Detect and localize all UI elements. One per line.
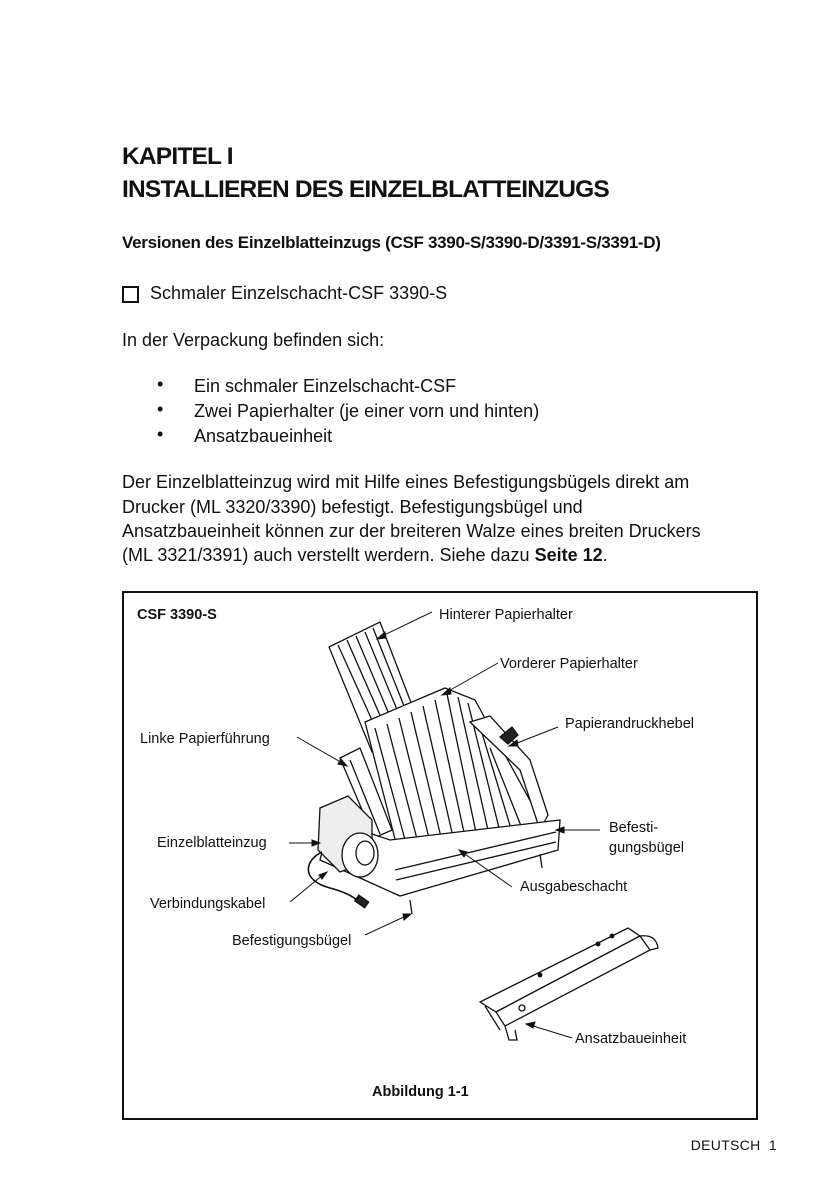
attachment-unit-icon xyxy=(480,928,658,1040)
label-connection-cable: Verbindungskabel xyxy=(150,896,266,912)
chapter-subtitle: INSTALLIEREN DES EINZELBLATTEINZUGS xyxy=(122,176,609,203)
label-attachment-unit: Ansatzbaueinheit xyxy=(575,1031,687,1047)
paragraph-line: Drucker (ML 3320/3390) befestigt. Befestigungsbügel und xyxy=(122,497,583,517)
paragraph-text: (ML 3321/3391) auch verstellt werdern. Siehe dazu xyxy=(122,545,535,565)
bullet-icon: • xyxy=(157,424,164,444)
paragraph-line: Der Einzelblatteinzug wird mit Hilfe eines Befestigungsbügels direkt am xyxy=(122,472,690,492)
bullet-icon: • xyxy=(157,399,164,419)
label-front-paper-holder: Vorderer Papierhalter xyxy=(500,656,638,672)
label-bracket-right-2: gungsbügel xyxy=(609,840,684,856)
page-reference-link[interactable]: Seite 12 xyxy=(534,545,603,565)
label-left-paper-guide: Linke Papierführung xyxy=(140,731,270,747)
list-item: Ein schmaler Einzelschacht-CSF xyxy=(194,376,457,396)
page-number: 1 xyxy=(768,1137,777,1153)
label-pressure-lever: Papierandruckhebel xyxy=(565,716,694,732)
list-item: Ansatzbaueinheit xyxy=(194,426,333,446)
label-bracket-right-1: Befesti- xyxy=(609,820,659,836)
page-footer xyxy=(691,1137,777,1153)
figure-title: CSF 3390-S xyxy=(137,607,217,623)
option-label: Schmaler Einzelschacht-CSF 3390-S xyxy=(150,283,448,303)
footer-language: DEUTSCH xyxy=(690,1137,761,1153)
figure-caption: Abbildung 1-1 xyxy=(372,1084,469,1100)
bullet-icon: • xyxy=(157,374,164,394)
list-item: Zwei Papierhalter (je einer vorn und hinten) xyxy=(194,401,540,421)
versions-heading: Versionen des Einzelblatteinzugs (CSF 3390-S/3390-D/3391-S/3391-D) xyxy=(122,233,661,252)
label-rear-paper-holder: Hinterer Papierhalter xyxy=(439,607,573,623)
intro-text: In der Verpackung befinden sich: xyxy=(122,330,385,350)
label-mounting-bracket: Befestigungsbügel xyxy=(232,933,352,949)
paragraph-text: . xyxy=(602,545,608,565)
label-sheet-feeder: Einzelblatteinzug xyxy=(157,835,267,851)
chapter-title: KAPITEL I xyxy=(122,143,233,170)
label-output-tray: Ausgabeschacht xyxy=(520,879,628,895)
paragraph-line: Ansatzbaueinheit können zur der breiteren Walze eines breiten Druckers xyxy=(122,521,701,541)
